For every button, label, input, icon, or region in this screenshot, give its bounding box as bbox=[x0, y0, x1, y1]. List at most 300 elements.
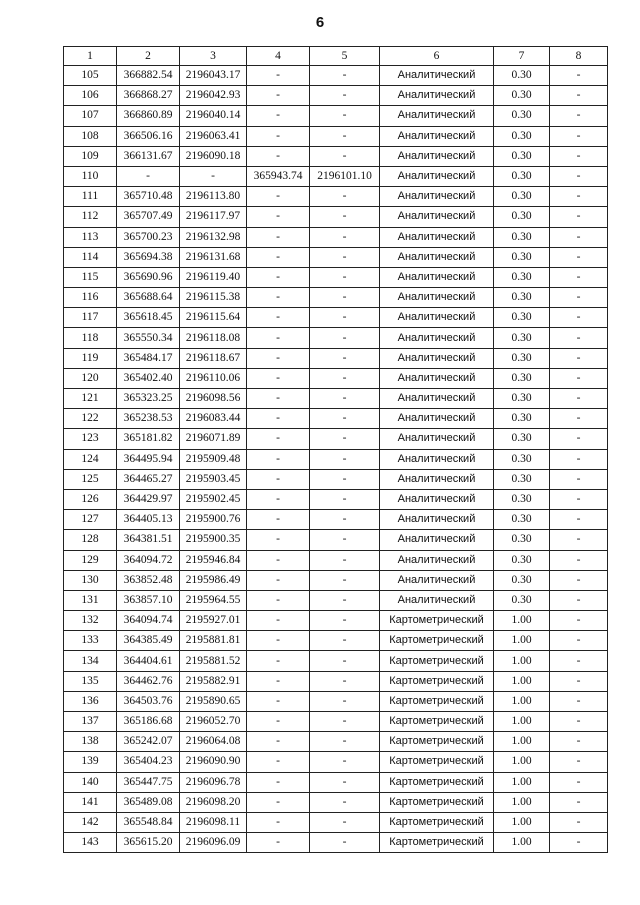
y-coordinate-cell: 2196132.98 bbox=[180, 227, 247, 247]
note-cell: - bbox=[550, 631, 608, 651]
x-new-cell: - bbox=[247, 429, 310, 449]
y-new-cell: - bbox=[310, 812, 380, 832]
column-header: 2 bbox=[117, 47, 180, 66]
x-coordinate-cell: 364404.61 bbox=[117, 651, 180, 671]
y-coordinate-cell: 2196063.41 bbox=[180, 126, 247, 146]
y-coordinate-cell: 2196052.70 bbox=[180, 712, 247, 732]
accuracy-cell: 0.30 bbox=[494, 429, 550, 449]
y-new-cell: - bbox=[310, 590, 380, 610]
accuracy-cell: 0.30 bbox=[494, 247, 550, 267]
point-number-cell: 111 bbox=[64, 187, 117, 207]
method-cell: Картометрический bbox=[380, 792, 494, 812]
x-coordinate-cell: 364462.76 bbox=[117, 671, 180, 691]
method-cell: Аналитический bbox=[380, 429, 494, 449]
x-coordinate-cell: 364503.76 bbox=[117, 691, 180, 711]
point-number-cell: 121 bbox=[64, 389, 117, 409]
table-row bbox=[64, 469, 608, 489]
accuracy-cell: 0.30 bbox=[494, 550, 550, 570]
y-coordinate-cell: 2196115.64 bbox=[180, 308, 247, 328]
y-new-cell: - bbox=[310, 631, 380, 651]
method-cell: Аналитический bbox=[380, 126, 494, 146]
point-number-cell: 132 bbox=[64, 611, 117, 631]
x-new-cell: - bbox=[247, 489, 310, 509]
point-number-cell: 127 bbox=[64, 510, 117, 530]
table-body bbox=[64, 66, 608, 853]
accuracy-cell: 1.00 bbox=[494, 772, 550, 792]
x-coordinate-cell: 365690.96 bbox=[117, 267, 180, 287]
note-cell: - bbox=[550, 146, 608, 166]
y-coordinate-cell: 2196043.17 bbox=[180, 66, 247, 86]
table-row bbox=[64, 732, 608, 752]
table-row bbox=[64, 651, 608, 671]
accuracy-cell: 0.30 bbox=[494, 207, 550, 227]
accuracy-cell: 0.30 bbox=[494, 267, 550, 287]
y-new-cell: - bbox=[310, 247, 380, 267]
table-row bbox=[64, 288, 608, 308]
x-coordinate-cell: 365238.53 bbox=[117, 409, 180, 429]
point-number-cell: 126 bbox=[64, 489, 117, 509]
point-number-cell: 119 bbox=[64, 348, 117, 368]
accuracy-cell: 1.00 bbox=[494, 651, 550, 671]
note-cell: - bbox=[550, 267, 608, 287]
y-coordinate-cell: 2195909.48 bbox=[180, 449, 247, 469]
method-cell: Аналитический bbox=[380, 409, 494, 429]
y-new-cell: - bbox=[310, 409, 380, 429]
method-cell: Картометрический bbox=[380, 691, 494, 711]
method-cell: Аналитический bbox=[380, 489, 494, 509]
table-row bbox=[64, 207, 608, 227]
point-number-cell: 131 bbox=[64, 590, 117, 610]
method-cell: Картометрический bbox=[380, 671, 494, 691]
x-new-cell: - bbox=[247, 732, 310, 752]
accuracy-cell: 0.30 bbox=[494, 590, 550, 610]
accuracy-cell: 0.30 bbox=[494, 166, 550, 186]
x-new-cell: - bbox=[247, 510, 310, 530]
note-cell: - bbox=[550, 207, 608, 227]
y-new-cell: - bbox=[310, 530, 380, 550]
column-header: 5 bbox=[310, 47, 380, 66]
x-coordinate-cell: 365447.75 bbox=[117, 772, 180, 792]
x-new-cell: - bbox=[247, 368, 310, 388]
note-cell: - bbox=[550, 106, 608, 126]
point-number-cell: 123 bbox=[64, 429, 117, 449]
accuracy-cell: 1.00 bbox=[494, 732, 550, 752]
note-cell: - bbox=[550, 510, 608, 530]
table-row bbox=[64, 227, 608, 247]
method-cell: Картометрический bbox=[380, 833, 494, 853]
x-coordinate-cell: - bbox=[117, 166, 180, 186]
accuracy-cell: 1.00 bbox=[494, 611, 550, 631]
y-coordinate-cell: 2195881.81 bbox=[180, 631, 247, 651]
note-cell: - bbox=[550, 308, 608, 328]
x-new-cell: - bbox=[247, 409, 310, 429]
x-new-cell: - bbox=[247, 66, 310, 86]
point-number-cell: 140 bbox=[64, 772, 117, 792]
x-coordinate-cell: 365615.20 bbox=[117, 833, 180, 853]
y-new-cell: - bbox=[310, 671, 380, 691]
y-coordinate-cell: 2196098.20 bbox=[180, 792, 247, 812]
y-coordinate-cell: 2195903.45 bbox=[180, 469, 247, 489]
method-cell: Аналитический bbox=[380, 187, 494, 207]
y-new-cell: - bbox=[310, 66, 380, 86]
y-coordinate-cell: 2196042.93 bbox=[180, 86, 247, 106]
note-cell: - bbox=[550, 389, 608, 409]
point-number-cell: 133 bbox=[64, 631, 117, 651]
note-cell: - bbox=[550, 86, 608, 106]
x-coordinate-cell: 364405.13 bbox=[117, 510, 180, 530]
note-cell: - bbox=[550, 348, 608, 368]
method-cell: Аналитический bbox=[380, 449, 494, 469]
y-coordinate-cell: 2196090.90 bbox=[180, 752, 247, 772]
y-coordinate-cell: 2195890.65 bbox=[180, 691, 247, 711]
column-header: 6 bbox=[380, 47, 494, 66]
x-new-cell: - bbox=[247, 792, 310, 812]
method-cell: Аналитический bbox=[380, 590, 494, 610]
table-row bbox=[64, 611, 608, 631]
y-new-cell: - bbox=[310, 389, 380, 409]
point-number-cell: 106 bbox=[64, 86, 117, 106]
point-number-cell: 128 bbox=[64, 530, 117, 550]
table-row bbox=[64, 267, 608, 287]
method-cell: Картометрический bbox=[380, 651, 494, 671]
point-number-cell: 118 bbox=[64, 328, 117, 348]
x-coordinate-cell: 365618.45 bbox=[117, 308, 180, 328]
x-new-cell: - bbox=[247, 752, 310, 772]
x-new-cell: - bbox=[247, 187, 310, 207]
method-cell: Аналитический bbox=[380, 207, 494, 227]
method-cell: Картометрический bbox=[380, 712, 494, 732]
x-new-cell: - bbox=[247, 449, 310, 469]
note-cell: - bbox=[550, 187, 608, 207]
x-new-cell: - bbox=[247, 590, 310, 610]
note-cell: - bbox=[550, 227, 608, 247]
method-cell: Картометрический bbox=[380, 772, 494, 792]
y-coordinate-cell: 2195902.45 bbox=[180, 489, 247, 509]
method-cell: Аналитический bbox=[380, 247, 494, 267]
x-coordinate-cell: 365707.49 bbox=[117, 207, 180, 227]
note-cell: - bbox=[550, 590, 608, 610]
point-number-cell: 136 bbox=[64, 691, 117, 711]
y-new-cell: - bbox=[310, 469, 380, 489]
y-coordinate-cell: 2196117.97 bbox=[180, 207, 247, 227]
table-row bbox=[64, 570, 608, 590]
x-coordinate-cell: 365323.25 bbox=[117, 389, 180, 409]
y-coordinate-cell: 2196064.08 bbox=[180, 732, 247, 752]
table-row bbox=[64, 833, 608, 853]
note-cell: - bbox=[550, 611, 608, 631]
method-cell: Аналитический bbox=[380, 308, 494, 328]
accuracy-cell: 0.30 bbox=[494, 86, 550, 106]
method-cell: Аналитический bbox=[380, 86, 494, 106]
x-new-cell: - bbox=[247, 691, 310, 711]
x-coordinate-cell: 364495.94 bbox=[117, 449, 180, 469]
table-row bbox=[64, 712, 608, 732]
table-row bbox=[64, 348, 608, 368]
table-row bbox=[64, 812, 608, 832]
note-cell: - bbox=[550, 570, 608, 590]
note-cell: - bbox=[550, 247, 608, 267]
point-number-cell: 109 bbox=[64, 146, 117, 166]
column-header: 8 bbox=[550, 47, 608, 66]
y-coordinate-cell: 2195946.84 bbox=[180, 550, 247, 570]
y-new-cell: - bbox=[310, 207, 380, 227]
method-cell: Аналитический bbox=[380, 550, 494, 570]
y-new-cell: - bbox=[310, 611, 380, 631]
accuracy-cell: 0.30 bbox=[494, 328, 550, 348]
note-cell: - bbox=[550, 449, 608, 469]
table-row bbox=[64, 247, 608, 267]
x-new-cell: - bbox=[247, 631, 310, 651]
y-coordinate-cell: 2195900.35 bbox=[180, 530, 247, 550]
x-coordinate-cell: 366868.27 bbox=[117, 86, 180, 106]
y-coordinate-cell: 2196040.14 bbox=[180, 106, 247, 126]
x-coordinate-cell: 365694.38 bbox=[117, 247, 180, 267]
accuracy-cell: 1.00 bbox=[494, 671, 550, 691]
y-coordinate-cell: 2196090.18 bbox=[180, 146, 247, 166]
x-new-cell: - bbox=[247, 712, 310, 732]
x-coordinate-cell: 364465.27 bbox=[117, 469, 180, 489]
accuracy-cell: 0.30 bbox=[494, 409, 550, 429]
method-cell: Аналитический bbox=[380, 389, 494, 409]
y-new-cell: - bbox=[310, 651, 380, 671]
point-number-cell: 105 bbox=[64, 66, 117, 86]
method-cell: Аналитический bbox=[380, 570, 494, 590]
accuracy-cell: 1.00 bbox=[494, 691, 550, 711]
x-new-cell: - bbox=[247, 550, 310, 570]
x-new-cell: - bbox=[247, 671, 310, 691]
y-new-cell: - bbox=[310, 691, 380, 711]
accuracy-cell: 0.30 bbox=[494, 308, 550, 328]
method-cell: Аналитический bbox=[380, 166, 494, 186]
point-number-cell: 112 bbox=[64, 207, 117, 227]
x-new-cell: - bbox=[247, 227, 310, 247]
point-number-cell: 124 bbox=[64, 449, 117, 469]
accuracy-cell: 0.30 bbox=[494, 368, 550, 388]
x-coordinate-cell: 365242.07 bbox=[117, 732, 180, 752]
x-new-cell: - bbox=[247, 328, 310, 348]
table-row bbox=[64, 146, 608, 166]
x-new-cell: - bbox=[247, 126, 310, 146]
table-row bbox=[64, 590, 608, 610]
x-new-cell: - bbox=[247, 267, 310, 287]
note-cell: - bbox=[550, 126, 608, 146]
table-row bbox=[64, 449, 608, 469]
note-cell: - bbox=[550, 429, 608, 449]
table-row bbox=[64, 368, 608, 388]
column-header: 1 bbox=[64, 47, 117, 66]
y-new-cell: - bbox=[310, 732, 380, 752]
point-number-cell: 108 bbox=[64, 126, 117, 146]
y-new-cell: - bbox=[310, 308, 380, 328]
table-row bbox=[64, 691, 608, 711]
y-coordinate-cell: 2195964.55 bbox=[180, 590, 247, 610]
y-new-cell: - bbox=[310, 348, 380, 368]
table-row bbox=[64, 631, 608, 651]
method-cell: Картометрический bbox=[380, 631, 494, 651]
point-number-cell: 110 bbox=[64, 166, 117, 186]
y-new-cell: - bbox=[310, 106, 380, 126]
table-row bbox=[64, 530, 608, 550]
note-cell: - bbox=[550, 530, 608, 550]
y-new-cell: - bbox=[310, 368, 380, 388]
y-coordinate-cell: 2195986.49 bbox=[180, 570, 247, 590]
y-new-cell: - bbox=[310, 510, 380, 530]
x-new-cell: - bbox=[247, 86, 310, 106]
accuracy-cell: 0.30 bbox=[494, 227, 550, 247]
x-new-cell: - bbox=[247, 308, 310, 328]
method-cell: Аналитический bbox=[380, 469, 494, 489]
note-cell: - bbox=[550, 368, 608, 388]
table-row bbox=[64, 429, 608, 449]
point-number-cell: 122 bbox=[64, 409, 117, 429]
point-number-cell: 107 bbox=[64, 106, 117, 126]
x-coordinate-cell: 365402.40 bbox=[117, 368, 180, 388]
x-coordinate-cell: 364094.72 bbox=[117, 550, 180, 570]
point-number-cell: 120 bbox=[64, 368, 117, 388]
x-coordinate-cell: 364429.97 bbox=[117, 489, 180, 509]
x-new-cell: - bbox=[247, 469, 310, 489]
column-header: 3 bbox=[180, 47, 247, 66]
table-row bbox=[64, 66, 608, 86]
x-new-cell: - bbox=[247, 651, 310, 671]
method-cell: Аналитический bbox=[380, 267, 494, 287]
accuracy-cell: 0.30 bbox=[494, 106, 550, 126]
y-new-cell: - bbox=[310, 489, 380, 509]
y-new-cell: - bbox=[310, 752, 380, 772]
table-row bbox=[64, 389, 608, 409]
x-coordinate-cell: 365700.23 bbox=[117, 227, 180, 247]
accuracy-cell: 0.30 bbox=[494, 66, 550, 86]
method-cell: Аналитический bbox=[380, 66, 494, 86]
accuracy-cell: 0.30 bbox=[494, 570, 550, 590]
x-new-cell: - bbox=[247, 530, 310, 550]
method-cell: Картометрический bbox=[380, 752, 494, 772]
note-cell: - bbox=[550, 712, 608, 732]
method-cell: Аналитический bbox=[380, 106, 494, 126]
accuracy-cell: 0.30 bbox=[494, 126, 550, 146]
point-number-cell: 141 bbox=[64, 792, 117, 812]
table-row bbox=[64, 489, 608, 509]
method-cell: Картометрический bbox=[380, 812, 494, 832]
y-new-cell: - bbox=[310, 712, 380, 732]
y-new-cell: - bbox=[310, 267, 380, 287]
method-cell: Аналитический bbox=[380, 146, 494, 166]
point-number-cell: 139 bbox=[64, 752, 117, 772]
method-cell: Аналитический bbox=[380, 288, 494, 308]
accuracy-cell: 0.30 bbox=[494, 530, 550, 550]
y-new-cell: - bbox=[310, 449, 380, 469]
y-coordinate-cell: 2196115.38 bbox=[180, 288, 247, 308]
x-new-cell: - bbox=[247, 146, 310, 166]
point-number-cell: 142 bbox=[64, 812, 117, 832]
y-coordinate-cell: 2196131.68 bbox=[180, 247, 247, 267]
y-new-cell: - bbox=[310, 328, 380, 348]
note-cell: - bbox=[550, 651, 608, 671]
method-cell: Аналитический bbox=[380, 510, 494, 530]
point-number-cell: 138 bbox=[64, 732, 117, 752]
x-coordinate-cell: 365548.84 bbox=[117, 812, 180, 832]
table-row bbox=[64, 106, 608, 126]
note-cell: - bbox=[550, 833, 608, 853]
x-new-cell: - bbox=[247, 570, 310, 590]
method-cell: Картометрический bbox=[380, 732, 494, 752]
x-coordinate-cell: 363857.10 bbox=[117, 590, 180, 610]
y-coordinate-cell: 2196098.56 bbox=[180, 389, 247, 409]
y-new-cell: - bbox=[310, 550, 380, 570]
table-row bbox=[64, 409, 608, 429]
note-cell: - bbox=[550, 469, 608, 489]
y-coordinate-cell: 2196096.09 bbox=[180, 833, 247, 853]
note-cell: - bbox=[550, 772, 608, 792]
page-number: 6 bbox=[315, 14, 325, 31]
x-coordinate-cell: 365181.82 bbox=[117, 429, 180, 449]
x-coordinate-cell: 366882.54 bbox=[117, 66, 180, 86]
accuracy-cell: 0.30 bbox=[494, 187, 550, 207]
table-row bbox=[64, 126, 608, 146]
x-coordinate-cell: 365710.48 bbox=[117, 187, 180, 207]
note-cell: - bbox=[550, 812, 608, 832]
accuracy-cell: 1.00 bbox=[494, 752, 550, 772]
y-coordinate-cell: 2195927.01 bbox=[180, 611, 247, 631]
accuracy-cell: 0.30 bbox=[494, 469, 550, 489]
note-cell: - bbox=[550, 66, 608, 86]
table-row bbox=[64, 166, 608, 186]
y-new-cell: - bbox=[310, 126, 380, 146]
accuracy-cell: 1.00 bbox=[494, 833, 550, 853]
accuracy-cell: 0.30 bbox=[494, 146, 550, 166]
note-cell: - bbox=[550, 489, 608, 509]
x-new-cell: - bbox=[247, 288, 310, 308]
note-cell: - bbox=[550, 409, 608, 429]
y-coordinate-cell: 2196118.67 bbox=[180, 348, 247, 368]
coordinates-table bbox=[63, 46, 608, 853]
note-cell: - bbox=[550, 328, 608, 348]
x-coordinate-cell: 365484.17 bbox=[117, 348, 180, 368]
y-coordinate-cell: 2196098.11 bbox=[180, 812, 247, 832]
y-new-cell: - bbox=[310, 86, 380, 106]
y-new-cell: - bbox=[310, 187, 380, 207]
x-coordinate-cell: 364385.49 bbox=[117, 631, 180, 651]
x-coordinate-cell: 364381.51 bbox=[117, 530, 180, 550]
note-cell: - bbox=[550, 752, 608, 772]
method-cell: Аналитический bbox=[380, 227, 494, 247]
x-new-cell: - bbox=[247, 833, 310, 853]
note-cell: - bbox=[550, 691, 608, 711]
point-number-cell: 137 bbox=[64, 712, 117, 732]
y-coordinate-cell: 2196110.06 bbox=[180, 368, 247, 388]
y-new-cell: - bbox=[310, 146, 380, 166]
point-number-cell: 143 bbox=[64, 833, 117, 853]
note-cell: - bbox=[550, 166, 608, 186]
method-cell: Картометрический bbox=[380, 611, 494, 631]
x-coordinate-cell: 365186.68 bbox=[117, 712, 180, 732]
x-new-cell: - bbox=[247, 348, 310, 368]
table-row bbox=[64, 308, 608, 328]
note-cell: - bbox=[550, 550, 608, 570]
y-coordinate-cell: 2195882.91 bbox=[180, 671, 247, 691]
y-new-cell: - bbox=[310, 792, 380, 812]
table-row bbox=[64, 550, 608, 570]
x-coordinate-cell: 365688.64 bbox=[117, 288, 180, 308]
x-new-cell: - bbox=[247, 389, 310, 409]
x-new-cell: - bbox=[247, 106, 310, 126]
x-new-cell: - bbox=[247, 772, 310, 792]
table-row bbox=[64, 510, 608, 530]
point-number-cell: 130 bbox=[64, 570, 117, 590]
y-new-cell: - bbox=[310, 288, 380, 308]
point-number-cell: 114 bbox=[64, 247, 117, 267]
x-coordinate-cell: 365489.08 bbox=[117, 792, 180, 812]
